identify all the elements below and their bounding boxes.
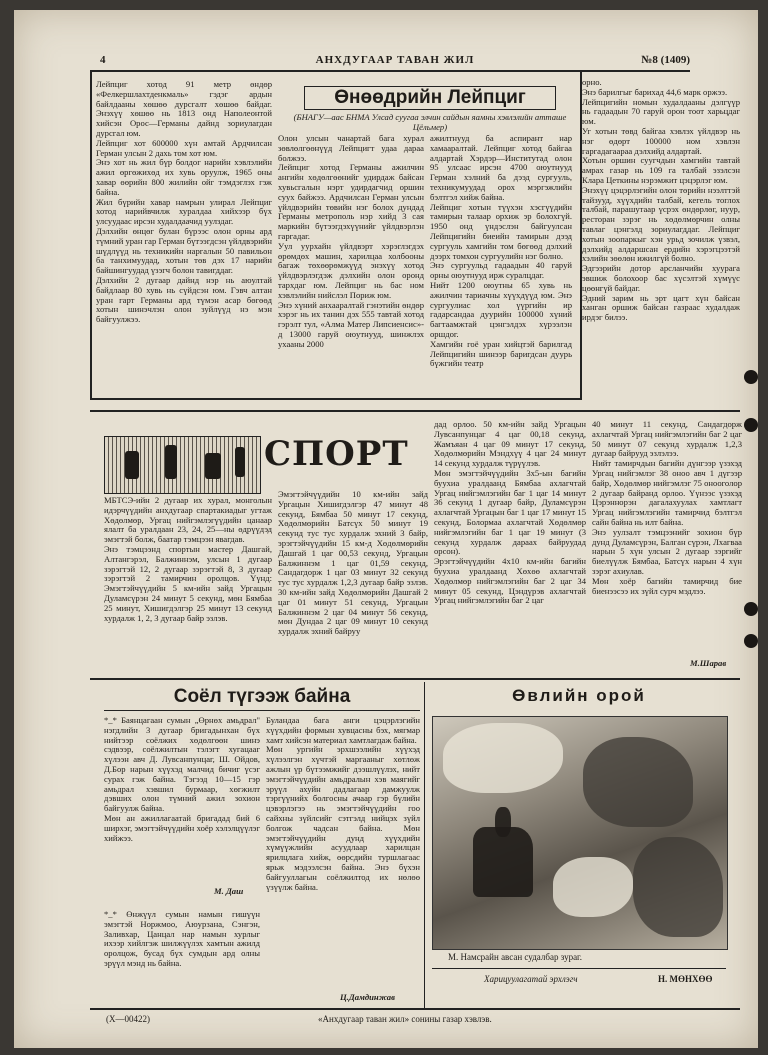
column-divider: [424, 682, 425, 1008]
soel-title: Соёл түгээж байна: [173, 686, 351, 707]
leipzig-col-2: Олон улсын чанартай бага хурал зөвлөлгөөнүүд Лейпцигт удаа дараа болжээ. Лейпциг хотод Германы ажилчин ангийн хөдөлгөөнийг удирдаж байсан хувьсгалын нэрт удирдагчид оршин суух байжээ. Ардчилсан Герман улсын үйлдвэрийн төвийн нэг болох дундад Германы метрополь нэр хийд 3 сая маркийн бүтээгдэхүүнийг үйлдвэрлэн гаргадаг. Уул уурхайн үйлдвэрт хэрэглэгдэх өрөмдөх машин, харилцаа холбооны багаж төхөөрөмжүүд энэхүү хотод үйлдвэрлэгдэж дэлхийн олон оронд тархдаг юм. Лейпциг нь бас ном хэвлэлийн нийслэл Пориж юм. Энэ хүний анхааралтай гэнэтийн өндөр хэрэг нь их танин дэх 555 тавтай хотод гэрэлт тул, «Алма Матер Липсиенсис»-д 13000 гаруй оюутнууд, шинжлэх ухааны 2000: [278, 134, 424, 349]
photo-caption: М. Намсрайн авсан судалбар зураг.: [448, 952, 582, 962]
sport-signature: М.Шарав: [690, 658, 727, 668]
leipzig-subtitle: (БНАГУ—аас БНМА Улсад суугаа элчин сайдын яамны хэвлэлийн атташе Цёльмер): [293, 112, 567, 132]
skier-figure: [205, 453, 221, 479]
rock-shape: [633, 837, 723, 937]
issue-number: №8 (1409): [641, 54, 690, 66]
winter-evening-photo: [432, 716, 728, 950]
sport-col-1: МБТСЭ-ийн 2 дугаар их хурал, монголын идэрчүүдийн анхдугаар спартакиадыг угтаж Хөдөлмөр, Ургац нийгэмлэгүүдийн цанаар ялалт ба уралдаан 23, 24, 25—ны өдрүүдэд эмэгтэй болж, баатар тэмцээн явагдав. Энэ тэмцээнд спортын мастер Дашгай, Алтангэрэл, Балжиннэм, улсын 1 дугаар зэрэгтэй 12, 2 дугаар зэрэгтэй 8, 3 дугаар зэрэгтэй 2 тамирчин оролцов. Үүнд: Эмэгтэйчүүдийн 5 км-ийн зайд Ургацын Дуламсүрэн 24 минут 5 секунд, мөн Бямбаа 25 минут, Хишигдэлгэр 25 минут 13 секунд хурдалж 1, 2, 3 дугаар байр эзлэв.: [104, 496, 272, 623]
rock-shape: [583, 737, 693, 827]
sport-top-rule: [90, 410, 740, 412]
soel-title-rule: [104, 710, 420, 711]
sport-col-4: 40 минут 11 секунд, Сандагдорж ахлагчтай Ургац нийгэмлэгийн баг 2 цаг 50 минут 07 секунд хурдалж 1,2,3 дугаар байрууд эзлэлээ. Нийт тамирчдын багийн дүнгээр үзэхэд Ургац нийгэмлэг 38 оноо авч 1 дүгээр байр, Хөдөлмөр нийгэмлэг 75 онооголор 2 дугаар байранд орлоо. Үүнээс үзэхэд Цэрэннорэн дагалахуулах хамтлагт Ургац нийгэмлэгийн тамирчид бэлтгэл сайн байна нь илт байна. Энэ уулзалт тэмцээнийг зохион бүр дунд Дуламсүрэн, Балган сүрэн, Лхагваа нарын 5 хүн улсын 2 дугаар зэргийг биелүүлж Бямбаа, Батсүх нарын 4 хүн зэрэг ахиулав. Мөн хоёр багийн тамирчид бие биенээсээ их зүйл сурч мэдлээ.: [592, 420, 742, 596]
leipzig-col-1: Лейпциг хотод 91 метр өндөр «Фелкершлахтденкмаль» гэдэг ардын байлдааны хөшөө дурсгалт хөшөө байдаг. Энэхүү хөшөө нь 1813 онд Наполеонтой хийсэн Орос—Германы дайнд зориулагдан дурсгал юм. Лейпциг хот 600000 хүн амтай Ардчилсан Герман улсын 2 дахь том хот юм. Энэ хот нь жил бүр болдог нарийн хэвлэлийн ажил өргөжихөд их хувь оруулж, 1965 оны хавар өөрийн 800 жилийн ойг тэмдэглэх гэж байна. Жил бүрийн хавар намрын улирал Лейпциг хотод нарийвчилж хуралдаа хийхээр бүх улсуудаас ирсэн худалдаачид уулздаг. Дэлхийн өнцөг булан бүрээс олон орны ард түмний уран гар Герман бүтээгдсэн үйлдвэрийн шүдлүүд нь техникийн наргалын 50 павильон ба танхимуудад, хотын төв дэх 17 нарийн байшингуудад үзэгч болон тавигддаг. Дэлхийн 2 дугаар дайнд нэр нь аюултай байдлаар 80 хувь нь сүйдсэн юм. Гэвч алтан уран гарт Германы ард түмэн асар бөгөөд хотын шинэчлэн олон зуйлүүд нэ мэн байгуулжээ.: [96, 80, 272, 325]
snow-patch: [443, 723, 563, 793]
editor-label: Харицуулагатай эрхлэгч: [484, 974, 578, 984]
leipzig-col-3: ажилтнууд ба аспирант нар хамааралтай. Лейпциг хотод байгаа алдартай Хэрдэр—Институтад олон 95 улсаас ирсэн 4700 оюутнууд Герман хэлний ба дээд сургууль, техникумуудад орох мэргэжлийн бэлтгэл хийж байна. Лейпциг хотын түүхэн хэсгүүдийн тамирын талаар орхиж эр болохгүй. 1950 онд үндэслэн байгуулсан Лейпцигийн биеийн тамирын дээд сургууль хамгийн том бөгөөд дэлхий дээрх томхон сургуулийн нэг болно. Энэ сургуульд гадаадын 40 гаруй орны оюутнууд ирж суралцдаг. Нийт 1200 оюутны 65 хувь нь ажилчин тариачны хүүхдүүд юм. Энэ сургуулиас хол үүргийн ир гадарсандаа дуурийн 100000 хүний багтаамжтай цэнгэлдэх хүрээлэн оршдог. Хамгийн гоё уран хийцтэй барилгад Лейпцигийн шинээр баригдсан дуурь бүжгийн театр: [430, 134, 572, 369]
soel-signature-1: М. Даш: [214, 886, 244, 896]
leipzig-col-4: орно. Энэ барилгыг барихад 44,6 марк оржээ. Лейпцигийн номын худалдааны дэлгүүр нь гадаадын 70 гаруй орон тоот харьцдаг юм. Уг хотын төвд байгаа хэвлэх үйлдвэр нь нэг өдөрт 100000 ном хэвлэн гаргадагаараа дэлхийд алдартай. Хотын оршин суугчдын хамгийн тавтай амрах газар нь 109 га талбай эзэлсэн Клара Цеткины нэрэмжит цэцэрлэг юм. Энэхүү цэцэрлэгийн олон төрийн нээлттэй тайзууд, хүүхдийн талбай, кегель тоглох талбай, парашутаар үсрэх өндөрлөг, нуур, ресторан зэрэг нь хөдөлмөрчин олны тавлаг цэнгэлд зориулагддаг. Лейпциг хотын зоопаркыг хэн урьд зочилж үзвэл, дэлхийд алдаршсан ердийн хэрэгцээтэй хэлийн зөөлөн ижилгүй болно. Эдгээрийн дотор арсланчийн хуурага эвшиж болохоор бас хүсэлтэй хүмүүс цөөнгүй байдаг. Эдний зарим нь эрт цагт хүн байсан ханган оршиж байсан газраас худалдаж ирдэг билээ.: [582, 78, 740, 323]
page-header: [100, 52, 690, 72]
editor-name: Н. МӨНХӨӨ: [658, 974, 713, 984]
rider-silhouette: [495, 807, 511, 837]
soel-col-2: Буландаа бага анги цэцэрлэгийн хүүхдийн формын хувцасны бэх, мягмар хамт хийсэн материал хамтлагдаж байна. Мөн ургийн эрхшээлийн хүүхэд хүлээлгэн хүчтэй маргааныг хөтлөж ажлын үр бүтээмжийг дээшлүүлэх, нийт эмэгтэйчүүдийн амьдралын хэв маягийг эрүүл ахуйн дадлагаар дамжуулж тэргүүнийх болгосны ачаар гэр бүлийн цэвэрлэгээ нь эмэгтэйчүүдийн гоо сайхны зүйлсийг сэтгэлд нийцэх зүйл болгож чадсан байна. Мөн эмэгтэйчүүдийн дунд хүүхдийн хүмүүжлийн асуудлаар харилцан ярилцлага хийж, өөрсдийн туршлагаас ярьж мэдээлсэн байна. Энэ бүхэн байгууллагын соёлжилтод их нөлөө үзүүлж байна.: [266, 716, 420, 892]
skier-figure: [235, 447, 245, 477]
newspaper-page: [14, 10, 758, 1048]
soel-signature-2: Ц.Дамдинжав: [340, 992, 395, 1002]
newspaper-title: АНХДУГААР ТАВАН ЖИЛ: [315, 54, 475, 66]
skier-figure: [125, 451, 139, 479]
page-number: 4: [100, 54, 106, 66]
binding-hole: [744, 602, 758, 616]
sport-illustration: [104, 436, 261, 494]
sport-col-3: дад орлоо. 50 км-ийн зайд Ургацын Лувсанпунцаг 4 цаг 00,18 секунд, Жамъяан 4 цаг 09 минут 17 секунд, Хөдөлмөрийн Мэндхүү 4 цаг 24 минут 14 секунд хурдалж түрүүлэв. Мөн эмэгтэйчүүдийн 3х5-ын багийн буухиа уралдаанд Бямбаа ахлагчтай Ургац нийгэмлэгийн баг 1 цаг 14 минут 36 секунд 1 дугаар байр, Дуламсүрэн ахлагчтай Ургацын баг 1 цаг 17 минут 15 секунд, Болормаа ахлагчтай Хөдөлмөр нийгэмлэгийн баг 1 цаг 19 минут (3 секунд хурдалж дараах байруудад орсон). Эрэгтэйчүүдийн 4х10 км-ийн багийн буухиа уралдаанд Хөхөө ахлагчтай Хөдөлмөр нийгэмлэгийн баг 2 цаг 34 минут 05 секунд, Цэндүрэв ахлагчтай Ургац нийгэмлэгийн баг 2 цаг: [434, 420, 586, 606]
evening-title: Өвлийн орой: [512, 686, 646, 705]
snow-patch: [553, 857, 633, 917]
binding-hole: [744, 418, 758, 432]
skier-figure: [165, 445, 177, 479]
soel-col-1b: *_* Өнжүүл сумын намын гишүүн эмэгтэй Норжмоо, Аюурзана, Сэнгэн, Заливхар, Цанцал нар намын хурлыг ихээр хийлгэж шилжүүлэх хамтын ажилд оролцож, бусад бүх сумдын ард олны эрүүл мэнд нь байна.: [104, 910, 260, 968]
footer-rule: [90, 1008, 740, 1010]
sport-heading: СПОРТ: [264, 434, 409, 474]
soel-col-1: *_* Баянцагаан сумын „Өрнөх амьдрал" нэгдлийн 3 дугаар бригадынхан бүх нийтээр соёлжих хөдөлгөөн шинэ сэдвээр, соёлжилтын тэлэгт хугацааг хүлээн авч Д. Лувсанпунцаг, Ш. Ойдов, Д.Бор нарын хүүхэд малчид бичиг үсэг сурах гэж байна. Тэгээд 10—15 гэр амьдрал хэвшил бурмаар, хөгжилт дэвших олон түмний ажил зохион байгуулж байна. Мөн ан ажиллагаатай бригадад бий 6 ширхэг, эмэгтэйчүүдийн хоёр хэлэлцүүлэг хийжээ.: [104, 716, 260, 843]
horse-silhouette: [473, 827, 533, 897]
footer-printer: «Анхдугаар таван жил» сонины газар хэвлэв.: [318, 1014, 492, 1024]
binding-hole: [744, 370, 758, 384]
leipzig-title: Өнөөдрийн Лейпциг: [334, 87, 526, 108]
footer-code: (Х—00422): [106, 1014, 150, 1024]
sport-bottom-rule: [90, 678, 740, 680]
sport-col-2: Эмэгтэйчүүдийн 10 км-ийн зайд Ургацын Хишигдэлгэр 47 минут 48 секунд, Бямбаа 50 минут 17 секунд, Хөдөлмөрийн Батсүх 50 минут 19 секунд тус тус хурдалж эхний 3 байр, эрэгтэйчүүдийн 15 км-д Хөдөлмөрийн Дашгай 1 цаг 00,53 секунд, Ургацын Балжиннэм 1 цаг 01,59 секунд, Сандагдорж 1 цаг 03 минут 32 секунд тус тус хурдалж 1,2,3 дугаар байр эзлэв. 30 км-ийн зайд Хөдөлмөрийн Дашгай 2 цаг 01 минут 51 секунд, Ургацын Балжиннэм 2 цаг 04 минут 56 секунд, мөн Дундаа 2 цаг 09 минут 10 секунд хурдалж эхний байруу: [278, 490, 428, 637]
credit-rule: [432, 968, 726, 969]
binding-hole: [744, 634, 758, 648]
